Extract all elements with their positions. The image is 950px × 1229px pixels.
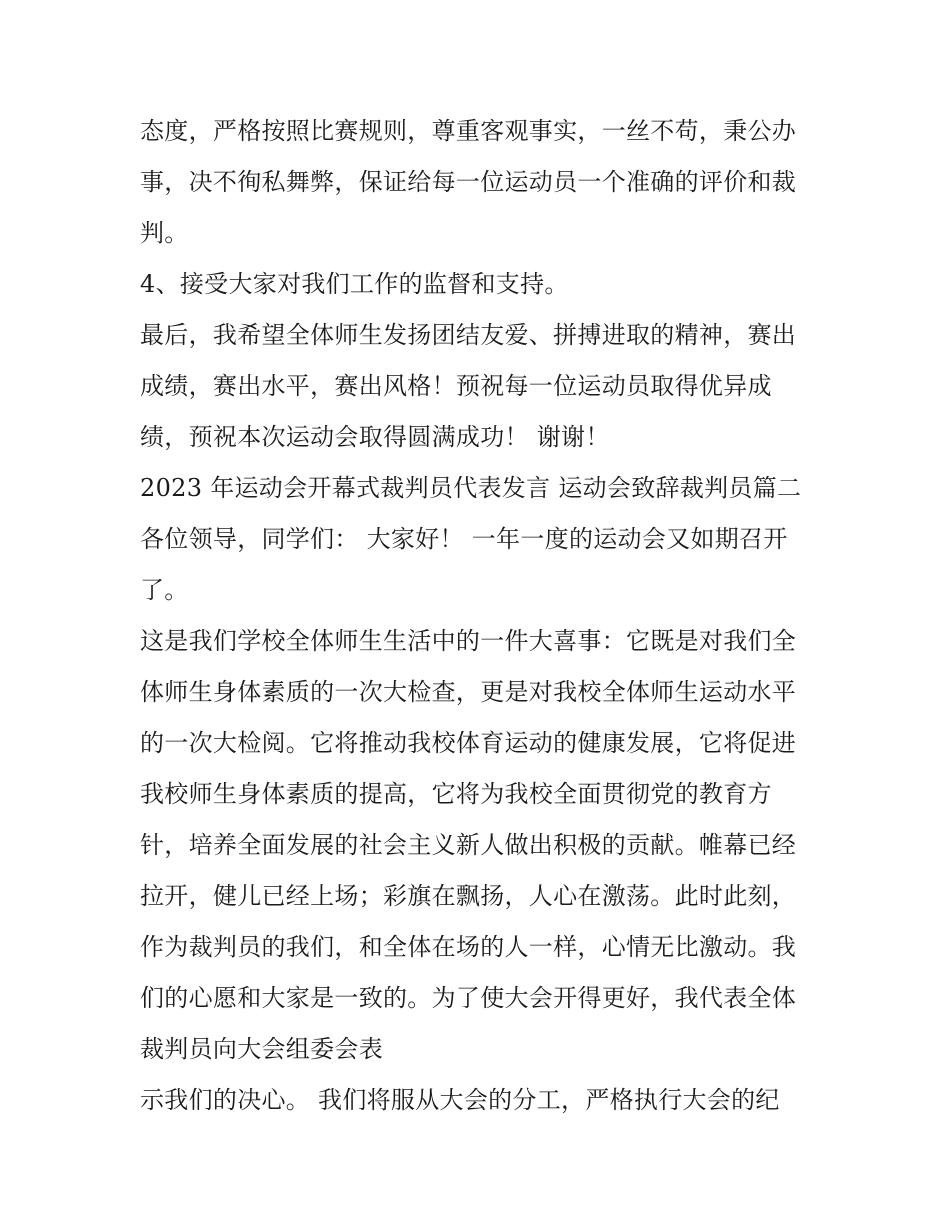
text-line: 针，培养全面发展的社会主义新人做出积极的贡献。帷幕已经 xyxy=(140,831,797,859)
text-line: 体师生身体素质的一次大检查，更是对我校全体师生运动水平 xyxy=(140,678,797,706)
text-line: 最后，我希望全体师生发扬团结友爱、拼搏进取的精神，赛出 xyxy=(140,321,797,349)
text-line: 态度，严格按照比赛规则，尊重客观事实，一丝不苟，秉公办 xyxy=(140,117,797,145)
text-line: 判。 xyxy=(140,219,189,247)
text-line: 示我们的决心。 我们将服从大会的分工，严格执行大会的纪 xyxy=(140,1086,780,1114)
text-line: 这是我们学校全体师生生活中的一件大喜事：它既是对我们全 xyxy=(140,627,797,655)
text-line: 我校师生身体素质的提高，它将为我校全面贯彻党的教育方 xyxy=(140,780,772,808)
text-line: 作为裁判员的我们，和全体在场的人一样，心情无比激动。我 xyxy=(140,933,797,961)
text-line: 拉开，健儿已经上场；彩旗在飘扬，人心在激荡。此时此刻， xyxy=(140,882,797,910)
text-line: 绩，预祝本次运动会取得圆满成功！ 谢谢！ xyxy=(140,423,610,451)
text-line: 了。 xyxy=(140,576,189,604)
text-line: 的一次大检阅。它将推动我校体育运动的健康发展，它将促进 xyxy=(140,729,797,757)
text-line: 各位领导，同学们： 大家好！ 一年一度的运动会又如期召开 xyxy=(140,525,788,553)
document-body xyxy=(140,106,820,1126)
section-heading: 2023 年运动会开幕式裁判员代表发言 运动会致辞裁判员篇二 xyxy=(140,474,802,502)
text-line: 们的心愿和大家是一致的。为了使大会开得更好，我代表全体 xyxy=(140,984,797,1012)
text-line: 事，决不徇私舞弊，保证给每一位运动员一个准确的评价和裁 xyxy=(140,168,797,196)
text-line: 裁判员向大会组委会表 xyxy=(140,1035,383,1063)
text-line: 成绩，赛出水平，赛出风格！预祝每一位运动员取得优异成 xyxy=(140,372,772,400)
text-line: 4、接受大家对我们工作的监督和支持。 xyxy=(140,270,569,298)
